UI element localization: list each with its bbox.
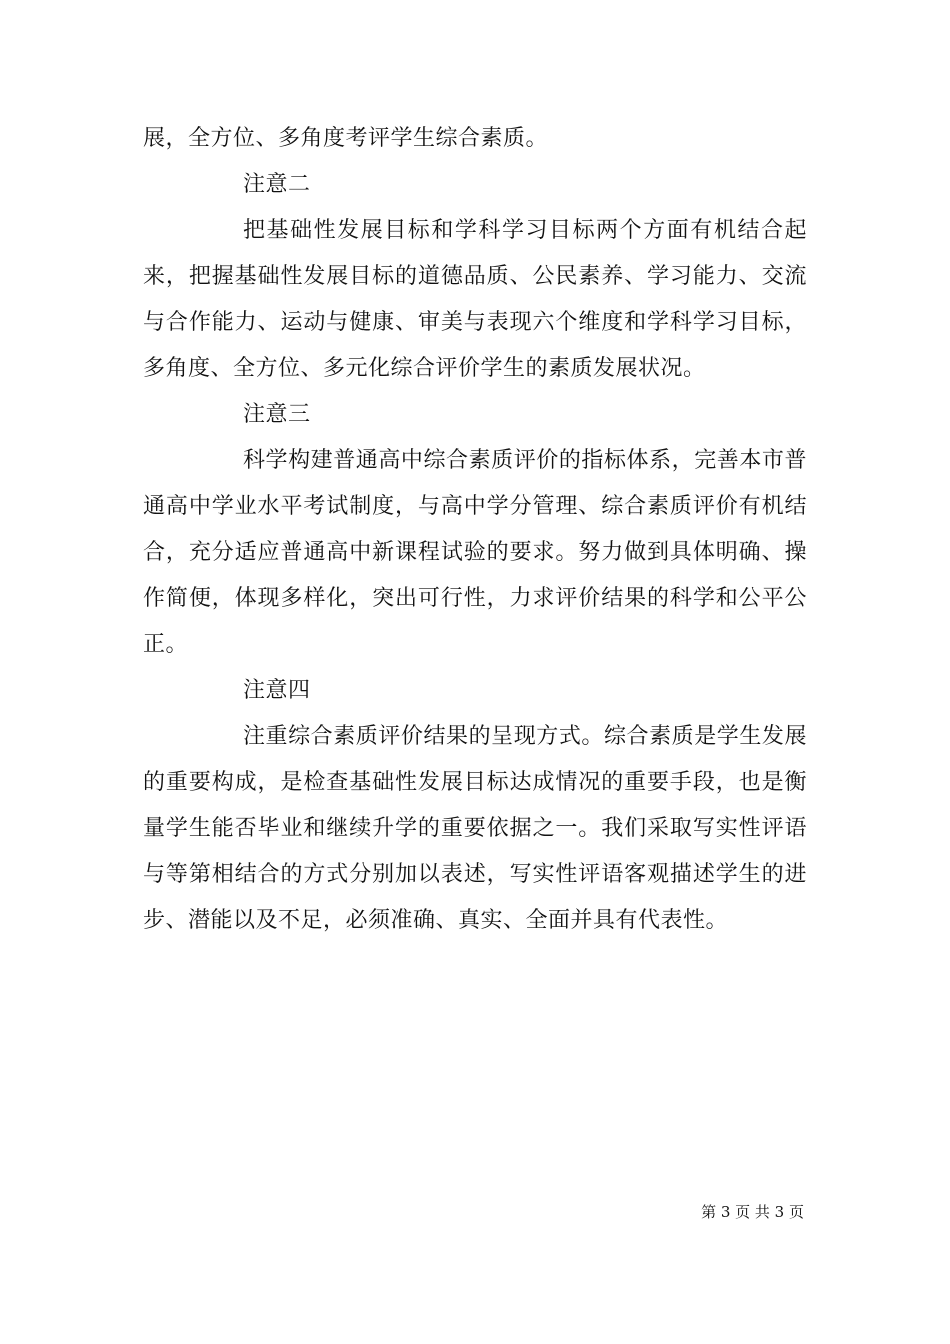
heading-note-three: 注意三 <box>243 402 311 427</box>
paragraph-note-four: 注重综合素质评价结果的呈现方式。综合素质是学生发展的重要构成，是检查基础性发展目标达成情况的重要手段，也是衡量学生能否毕业和继续升学的重要依据之一。我们采取写实性评语与等第相结合的方式分别加以表述，写实性评语客观描述学生的进步、潜能以及不足，必须准确、真实、全面并具有代表性。 <box>143 724 807 933</box>
paragraph-note-three: 科学构建普通高中综合素质评价的指标体系，完善本市普通高中学业水平考试制度，与高中学分管理、综合素质评价有机结合，充分适应普通高中新课程试验的要求。努力做到具体明确、操作简便，体现多样化，突出可行性，力求评价结果的科学和公平公正。 <box>143 448 807 657</box>
paragraph-note-two: 把基础性发展目标和学科学习目标两个方面有机结合起来，把握基础性发展目标的道德品质、公民素养、学习能力、交流与合作能力、运动与健康、审美与表现六个维度和学科学习目标，多角度、全方位、多元化综合评价学生的素质发展状况。 <box>143 218 807 381</box>
heading-note-four: 注意四 <box>243 678 311 703</box>
paragraph-continuation: 展，全方位、多角度考评学生综合素质。 <box>143 126 549 151</box>
document-body <box>143 116 807 944</box>
heading-note-two: 注意二 <box>243 172 311 197</box>
page-number-footer: 第 3 页 共 3 页 <box>701 1203 804 1221</box>
